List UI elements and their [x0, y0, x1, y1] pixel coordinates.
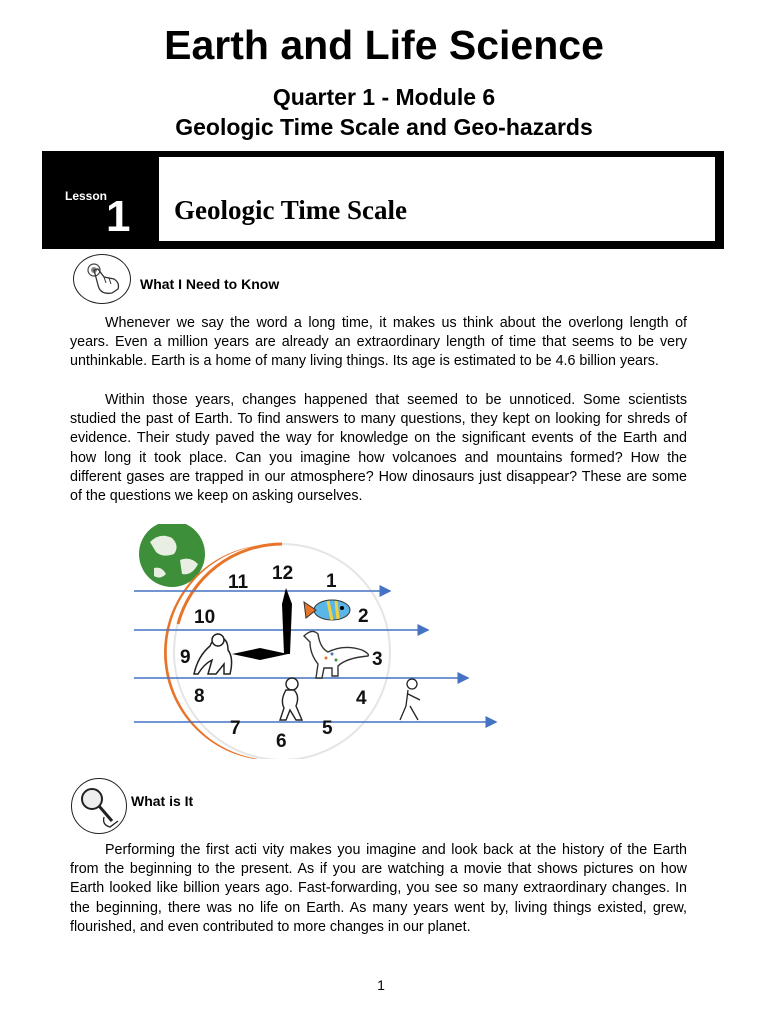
clock-number-7: 7	[230, 718, 241, 739]
clock-number-3: 3	[372, 649, 383, 670]
magnifying-glass-hand-icon	[71, 778, 127, 834]
paragraph-3	[70, 841, 687, 937]
clock-number-9: 9	[180, 647, 191, 668]
lesson-label: Lesson	[65, 189, 108, 203]
geologic-clock-figure	[132, 524, 502, 759]
paragraph-2	[70, 391, 687, 506]
clock-number-2: 2	[358, 606, 369, 627]
lesson-title: Geologic Time Scale	[174, 195, 407, 225]
section-heading-what-is-it: What is It	[131, 793, 194, 809]
lesson-number: 1	[106, 192, 131, 241]
clock-number-12: 12	[272, 563, 294, 584]
pointing-hand-icon	[73, 254, 131, 304]
clock-number-10: 10	[194, 607, 216, 628]
clock-number-6: 6	[276, 731, 287, 752]
lesson-title-box	[159, 157, 715, 241]
section-heading-what-i-need-to-know: What I Need to Know	[140, 276, 280, 292]
modern-human-icon	[400, 679, 420, 720]
clock-number-5: 5	[322, 718, 333, 739]
page-number: 1	[377, 977, 385, 993]
document-title: Earth and Life Science	[164, 22, 604, 68]
clock-number-11: 11	[228, 572, 249, 593]
paragraph-2-text: Within those years, changes happened that seemed to be unnoticed. Some scientists studied the past of Earth. To find answers to many questions, they kept on looking for shreds of evidence. Their study paved the way for knowledge on the significant events of the Earth and how long it took place. Can you imagine how volcanoes and mountains formed? How the different gases are trapped in our atmosphere? How dinosaurs just disappear? These are some of the questions we keep on asking ourselves.	[70, 392, 687, 505]
clock-number-1: 1	[326, 571, 337, 592]
clock-number-4: 4	[356, 688, 367, 709]
clock-number-8: 8	[194, 686, 205, 707]
paragraph-1	[70, 314, 687, 372]
paragraph-3-text: Performing the first acti vity makes you imagine and look back at the history of the Earth from the beginning to the present. As if you are watching a movie that shows pictures on how Earth looked like billion years ago. Fast-forwarding, you see so many extraordinary changes. In the beginning, there was no life on Earth. As many years went by, living things existed, grew, flourished, and even contributed to more changes in our planet.	[70, 842, 687, 935]
module-title: Geologic Time Scale and Geo-hazards	[175, 114, 593, 140]
quarter-module: Quarter 1 - Module 6	[272, 84, 496, 110]
lesson-banner	[42, 151, 724, 249]
paragraph-1-text: Whenever we say the word a long time, it makes us think about the overlong length of years. Even a million years are already an extraordinary length of time that seems to be very unthinkable. Earth is a home of many living things. Its age is estimated to be 4.6 billion years.	[70, 315, 687, 370]
